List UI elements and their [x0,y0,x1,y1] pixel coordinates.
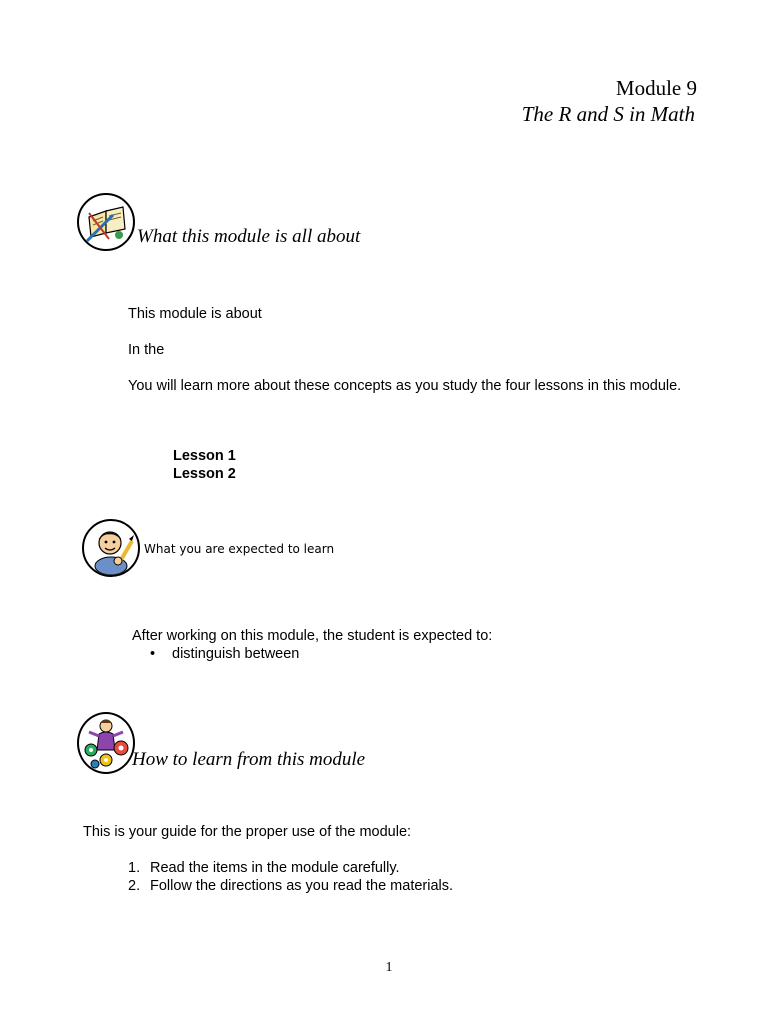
section-title-about: What this module is all about [137,226,361,247]
about-paragraph-3-text: You will learn more about these concepts as you study the four lessons in this module. [128,378,682,394]
open-book-icon [77,193,135,251]
list-item [128,859,400,877]
list-item-text: Follow the directions as you read the materials. [150,878,454,894]
list-item-text: Read the items in the module carefully. [150,860,400,876]
about-paragraph-3 [83,377,697,395]
section-title-expected: What you are expected to learn [144,542,335,556]
list-item-text: distinguish between [172,646,300,662]
about-paragraph-2: In the [128,342,165,358]
list-item [128,877,453,895]
section-title-how: How to learn from this module [132,749,366,770]
bullet-symbol: • [150,646,156,662]
guide-intro: This is your guide for the proper use of the module: [83,824,412,840]
module-number: Module 9 [615,76,697,100]
module-title: The R and S in Math [521,102,695,126]
lesson-item: Lesson 2 [173,466,236,482]
list-item [150,645,299,663]
lesson-item: Lesson 1 [173,448,236,464]
person-with-gears-icon [77,712,135,774]
about-paragraph-1: This module is about [128,306,262,322]
page-number: 1 [385,960,393,975]
student-with-pencil-icon [82,519,140,577]
list-number: 2. [128,878,141,894]
expected-intro: After working on this module, the student is expected to: [132,628,493,644]
list-number: 1. [128,860,141,876]
